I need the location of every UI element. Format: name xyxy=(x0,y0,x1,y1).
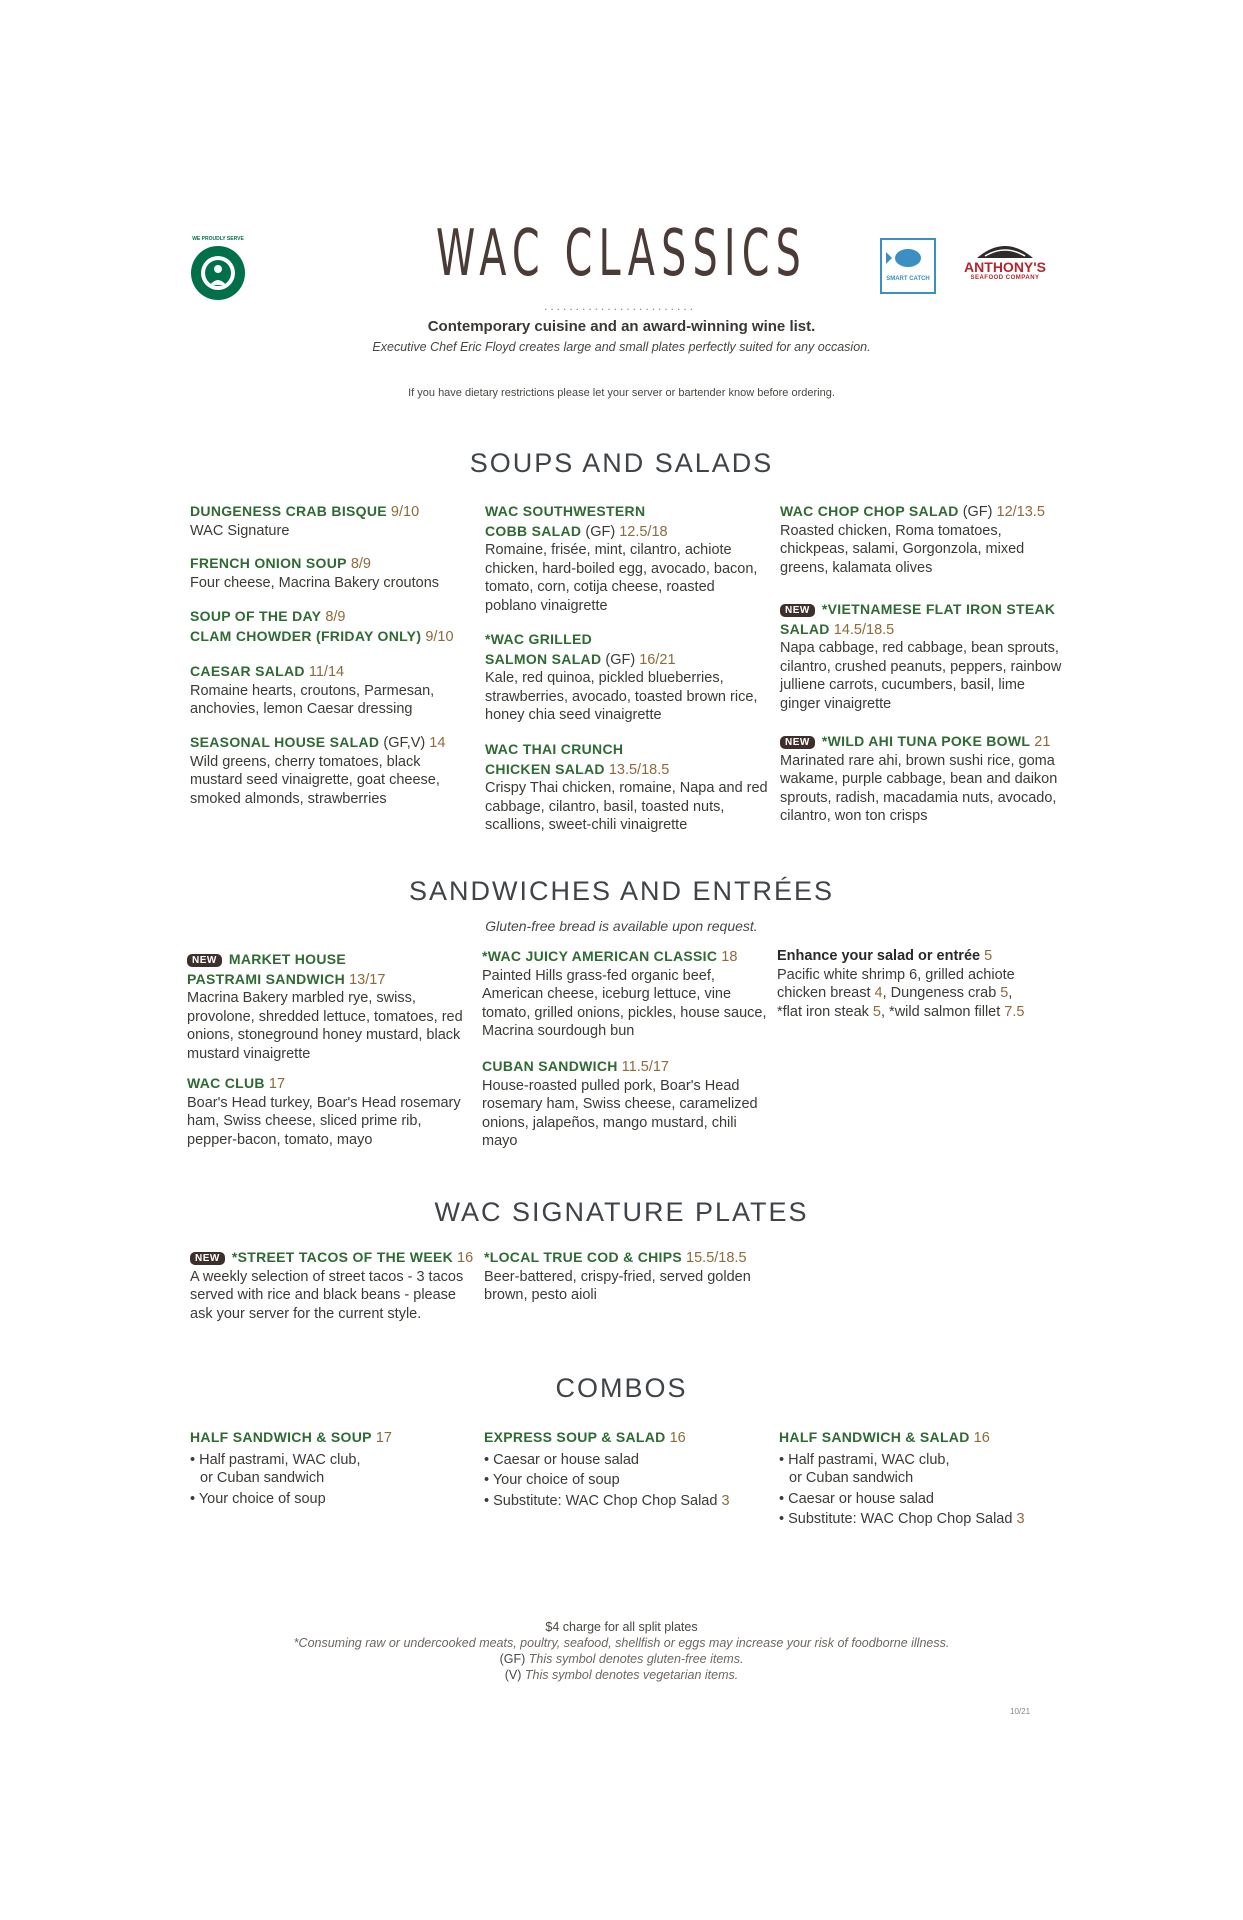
combo-bullet: • Half pastrami, WAC club, xyxy=(779,1451,950,1468)
new-badge: NEW xyxy=(780,604,815,617)
item-name: *WAC GRILLED xyxy=(485,631,593,647)
enhance-text: *flat iron steak xyxy=(777,1003,869,1020)
item-desc: Beer-battered, crispy-fried, served golden brown, pesto aioli xyxy=(484,1268,751,1303)
item-name: FRENCH ONION SOUP xyxy=(190,555,347,571)
item-name: MARKET HOUSE xyxy=(228,951,347,967)
combo-bullet: • Caesar or house salad xyxy=(484,1451,639,1468)
item-name: WAC THAI CRUNCH xyxy=(485,741,624,757)
item-name: SEASONAL HOUSE SALAD xyxy=(190,734,380,750)
footer xyxy=(0,1619,1243,1683)
item-price: 11.5/17 xyxy=(621,1059,669,1075)
dietary-note: If you have dietary restrictions please let your server or bartender know before ordering. xyxy=(408,387,835,399)
item-tag: (GF) xyxy=(585,523,616,540)
item-price: 16 xyxy=(457,1250,474,1266)
enhance-price: 5 xyxy=(1000,985,1009,1001)
menu-item xyxy=(482,1057,767,1151)
enhance-price: 5 xyxy=(872,1003,881,1020)
item-tag: (GF) xyxy=(962,504,993,520)
enhance-title: Enhance your salad or entrée xyxy=(777,948,981,964)
item-desc: House-roasted pulled pork, Boar's Head rosemary ham, Swiss cheese, caramelized onions, jalapeños, mango mustard, chili mayo xyxy=(482,1077,758,1149)
item-name: SOUP OF THE DAY xyxy=(190,608,322,624)
item-name: *VIETNAMESE FLAT IRON STEAK SALAD xyxy=(780,601,1056,637)
anthonys-name: ANTHONY'S xyxy=(964,259,1046,275)
enhance-text: Pacific white shrimp 6, grilled achiote xyxy=(777,966,1015,983)
section-combos: COMBOS xyxy=(555,1373,688,1403)
item-name: WAC SOUTHWESTERN xyxy=(485,503,646,519)
new-badge: NEW xyxy=(780,736,815,749)
menu-item xyxy=(780,502,1065,577)
item-price: 12/13.5 xyxy=(996,504,1045,520)
section-sandwiches: SANDWICHES AND ENTRÉES xyxy=(408,876,835,906)
new-badge: NEW xyxy=(190,1252,225,1265)
item-price: 17 xyxy=(268,1076,286,1092)
item-name: *WILD AHI TUNA POKE BOWL xyxy=(821,733,1031,749)
v-legend: This symbol denotes vegetarian items. xyxy=(524,1668,739,1682)
split-charge-note: $4 charge for all split plates xyxy=(545,1620,698,1634)
tagline: Contemporary cuisine and an award-winning wine list. xyxy=(427,318,816,335)
item-name: PASTRAMI SANDWICH xyxy=(187,970,346,987)
item-name: CUBAN SANDWICH xyxy=(482,1058,618,1074)
version-code: 10/21 xyxy=(1010,1707,1031,1716)
menu-item xyxy=(485,630,770,725)
v-symbol: (V) xyxy=(504,1668,522,1682)
item-price: 12.5/18 xyxy=(619,523,668,540)
page-title: WAC CLASSICS xyxy=(435,217,808,291)
combo-bullet: • Caesar or house salad xyxy=(779,1490,934,1507)
item-name: CHICKEN SALAD xyxy=(485,760,605,777)
item-price: 9/10 xyxy=(425,628,454,645)
item-desc: Wild greens, cherry tomatoes, black mustard seed vinaigrette, goat cheese, smoked almonds, strawberries xyxy=(190,753,440,807)
enhance-text: , xyxy=(1008,985,1013,1001)
item-price: 16 xyxy=(973,1430,990,1446)
item-name: COBB SALAD xyxy=(485,522,582,539)
item-price: 14.5/18.5 xyxy=(833,621,895,638)
combo-bullet: • Your choice of soup xyxy=(484,1472,620,1488)
item-price: 14 xyxy=(429,735,446,751)
combo-bullet: • Substitute: WAC Chop Chop Salad xyxy=(484,1492,718,1509)
enhance-text: chicken breast xyxy=(777,985,871,1001)
menu-item xyxy=(482,947,767,1041)
starbucks-logo-text: WE PROUDLY SERVE xyxy=(192,236,244,242)
combo-bullet: • Substitute: WAC Chop Chop Salad xyxy=(779,1511,1013,1527)
item-name: CAESAR SALAD xyxy=(190,663,305,679)
combo-bullet: or Cuban sandwich xyxy=(789,1470,914,1486)
item-desc: Roasted chicken, Roma tomatoes, chickpeas, salami, Gorgonzola, mixed greens, kalamata olives xyxy=(780,522,1025,576)
item-desc: Marinated rare ahi, brown sushi rice, goma wakame, purple cabbage, bean and daikon sprouts, radish, macadamia nuts, avocado, cilantro, won ton crisps xyxy=(780,752,1058,824)
item-name: *LOCAL TRUE COD & CHIPS xyxy=(484,1249,682,1265)
item-tag: (GF) xyxy=(605,651,636,668)
item-desc: Macrina Bakery marbled rye, swiss, provolone, shredded lettuce, tomatoes, red onions, stoneground honey mustard, black mustard vinaigrette xyxy=(187,990,463,1062)
new-badge: NEW xyxy=(187,954,222,967)
enhance-text: , Dungeness crab xyxy=(882,985,997,1001)
combo-price: 3 xyxy=(1016,1511,1025,1527)
item-name: SALMON SALAD xyxy=(485,650,602,667)
section-soups-salads: SOUPS AND SALADS xyxy=(469,448,774,478)
item-desc: Romaine hearts, croutons, Parmesan, anchovies, lemon Caesar dressing xyxy=(190,682,435,717)
menu-item xyxy=(190,607,475,646)
combo-item xyxy=(190,1428,475,1510)
menu-item xyxy=(484,1248,769,1305)
menu-item xyxy=(780,732,1065,826)
item-name: WAC CLUB xyxy=(187,1075,265,1091)
item-name: WAC CHOP CHOP SALAD xyxy=(780,503,959,519)
item-name: HALF SANDWICH & SOUP xyxy=(190,1429,372,1445)
item-price: 11/14 xyxy=(308,664,345,680)
menu-item xyxy=(190,662,475,719)
enhance-text: , *wild salmon fillet xyxy=(881,1003,1001,1020)
item-price: 13/17 xyxy=(349,971,386,988)
item-name: CLAM CHOWDER (FRIDAY ONLY) xyxy=(190,627,422,644)
enhance-price: 7.5 xyxy=(1004,1003,1025,1020)
anthonys-sub: SEAFOOD COMPANY xyxy=(970,275,1040,281)
menu-item xyxy=(485,740,770,835)
item-desc: Napa cabbage, red cabbage, bean sprouts, cilantro, crushed peanuts, peppers, rainbow julliene carrots, cucumbers, basil, lime ginger vinaigrette xyxy=(780,640,1062,712)
enhance-price: 4 xyxy=(874,985,883,1001)
combo-item xyxy=(779,1428,1064,1531)
item-desc: A weekly selection of street tacos - 3 tacos served with rice and black beans - please ask your server for the current style. xyxy=(190,1268,464,1322)
item-name: *WAC JUICY AMERICAN CLASSIC xyxy=(482,948,718,964)
item-price: 17 xyxy=(375,1430,392,1446)
enhance-block xyxy=(777,947,1062,1021)
item-name: *STREET TACOS OF THE WEEK xyxy=(231,1249,454,1265)
combo-bullet: • Your choice of soup xyxy=(190,1490,326,1507)
gf-legend: This symbol denotes gluten-free items. xyxy=(528,1652,744,1666)
item-price: 8/9 xyxy=(350,556,371,572)
item-price: 15.5/18.5 xyxy=(686,1250,747,1266)
menu-item xyxy=(780,600,1065,713)
item-desc: Crispy Thai chicken, romaine, Napa and red cabbage, cilantro, basil, toasted nuts, scallions, sweet-chili vinaigrette xyxy=(485,780,768,833)
combo-bullet: or Cuban sandwich xyxy=(200,1470,325,1486)
item-desc: Boar's Head turkey, Boar's Head rosemary ham, Swiss cheese, sliced prime rib, pepper-bacon, tomato, mayo xyxy=(187,1094,461,1148)
combo-bullet: • Half pastrami, WAC club, xyxy=(190,1451,361,1468)
menu-item xyxy=(190,1248,475,1323)
item-tag: (GF,V) xyxy=(383,735,426,751)
item-price: 8/9 xyxy=(325,609,346,625)
item-name: HALF SANDWICH & SALAD xyxy=(779,1429,970,1445)
gf-symbol: (GF) xyxy=(499,1652,526,1666)
gluten-free-note: Gluten-free bread is available upon request. xyxy=(485,918,758,934)
smart-catch-label: SMART CATCH xyxy=(886,276,930,282)
menu-item xyxy=(187,950,472,1063)
title-divider-dots: ........................ xyxy=(543,299,696,313)
item-desc: Painted Hills grass-fed organic beef, American cheese, iceburg lettuce, vine tomato, grilled onions, pickles, house sauce, Macrina sourdough bun xyxy=(482,967,767,1039)
item-price: 9/10 xyxy=(390,504,420,520)
combo-item xyxy=(484,1428,769,1512)
item-price: 16 xyxy=(669,1430,686,1446)
item-price: 16/21 xyxy=(639,651,676,668)
menu-item xyxy=(485,502,770,615)
item-desc: Romaine, frisée, mint, cilantro, achiote chicken, hard-boiled egg, avocado, bacon, tomato, corn, cotija cheese, roasted poblano vinaigrette xyxy=(485,542,758,614)
item-desc: WAC Signature xyxy=(190,522,290,539)
item-price: 13.5/18.5 xyxy=(608,761,670,778)
menu-item xyxy=(190,554,475,592)
item-price: 21 xyxy=(1034,734,1051,750)
menu-item xyxy=(187,1074,472,1149)
menu-item xyxy=(190,502,475,540)
menu-item xyxy=(190,733,475,808)
enhance-price: 5 xyxy=(984,948,993,964)
raw-food-warning: *Consuming raw or undercooked meats, poultry, seafood, shellfish or eggs may increase your risk of foodborne illness. xyxy=(293,1636,950,1650)
item-desc: Kale, red quinoa, pickled blueberries, strawberries, avocado, toasted brown rice, honey chia seed vinaigrette xyxy=(485,670,758,723)
section-signature-plates: WAC SIGNATURE PLATES xyxy=(434,1197,809,1227)
item-name: EXPRESS SOUP & SALAD xyxy=(484,1429,666,1445)
item-name: DUNGENESS CRAB BISQUE xyxy=(190,503,387,519)
item-desc: Four cheese, Macrina Bakery croutons xyxy=(190,574,440,591)
combo-price: 3 xyxy=(721,1492,730,1509)
item-price: 18 xyxy=(721,949,738,965)
chef-line: Executive Chef Eric Floyd creates large and small plates perfectly suited for any occasion. xyxy=(372,340,871,354)
